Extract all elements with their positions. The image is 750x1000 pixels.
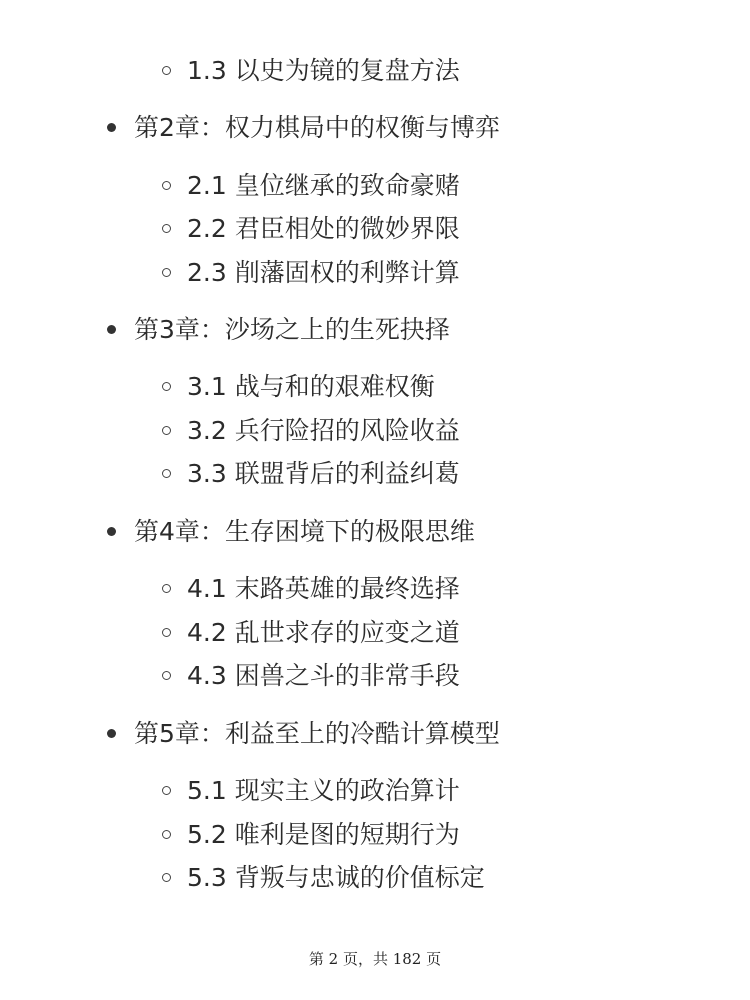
circle-bullet-icon [162, 469, 171, 478]
toc-subsection-2-3 [162, 253, 460, 293]
toc-chapter-label: 第4章：生存困境下的极限思维 [134, 517, 475, 546]
circle-bullet-icon [162, 224, 171, 233]
toc-subsection-label: 3.1 战与和的艰难权衡 [187, 372, 435, 401]
toc-subsection-label: 2.2 君臣相处的微妙界限 [187, 214, 460, 243]
toc-subsection-label: 4.3 困兽之斗的非常手段 [187, 661, 460, 690]
toc-subsection-5-3 [162, 858, 485, 898]
toc-subsection-label: 3.2 兵行险招的风险收益 [187, 416, 460, 445]
toc-subsection-2-2 [162, 209, 460, 249]
toc-chapter-label: 第2章：权力棋局中的权衡与博弈 [134, 113, 500, 142]
circle-bullet-icon [162, 671, 171, 680]
toc-chapter-5 [107, 714, 500, 754]
toc-subsection-5-2 [162, 815, 460, 855]
toc-subsection-label: 4.2 乱世求存的应变之道 [187, 618, 460, 647]
toc-subsection-4-1 [162, 569, 460, 609]
toc-chapter-4 [107, 512, 475, 552]
toc-subsection-label: 3.3 联盟背后的利益纠葛 [187, 459, 460, 488]
toc-subsection-label: 5.1 现实主义的政治算计 [187, 776, 460, 805]
circle-bullet-icon [162, 584, 171, 593]
toc-subsection-3-2 [162, 411, 460, 451]
disc-bullet-icon [107, 123, 116, 132]
toc-subsection-label: 4.1 末路英雄的最终选择 [187, 574, 460, 603]
circle-bullet-icon [162, 628, 171, 637]
toc-subsection-4-2 [162, 613, 460, 653]
page-number-footer: 第 2 页，共 182 页 [308, 950, 442, 968]
toc-subsection-5-1 [162, 771, 460, 811]
disc-bullet-icon [107, 325, 116, 334]
toc-subsection-2-1 [162, 166, 460, 206]
toc-chapter-2 [107, 108, 500, 148]
circle-bullet-icon [162, 873, 171, 882]
toc-chapter-label: 第5章：利益至上的冷酷计算模型 [134, 719, 500, 748]
circle-bullet-icon [162, 181, 171, 190]
toc-subsection-3-3 [162, 454, 460, 494]
toc-subsection-label: 2.1 皇位继承的致命豪赌 [187, 171, 460, 200]
toc-subsection-1-3 [162, 51, 460, 91]
circle-bullet-icon [162, 426, 171, 435]
toc-subsection-label: 1.3 以史为镜的复盘方法 [187, 56, 460, 85]
toc-subsection-3-1 [162, 367, 435, 407]
toc-subsection-4-3 [162, 656, 460, 696]
circle-bullet-icon [162, 268, 171, 277]
circle-bullet-icon [162, 66, 171, 75]
toc-subsection-label: 2.3 削藩固权的利弊计算 [187, 258, 460, 287]
circle-bullet-icon [162, 830, 171, 839]
toc-subsection-label: 5.2 唯利是图的短期行为 [187, 820, 460, 849]
circle-bullet-icon [162, 786, 171, 795]
toc-chapter-3 [107, 310, 450, 350]
disc-bullet-icon [107, 729, 116, 738]
disc-bullet-icon [107, 527, 116, 536]
toc-subsection-label: 5.3 背叛与忠诚的价值标定 [187, 863, 485, 892]
toc-chapter-label: 第3章：沙场之上的生死抉择 [134, 315, 450, 344]
circle-bullet-icon [162, 382, 171, 391]
